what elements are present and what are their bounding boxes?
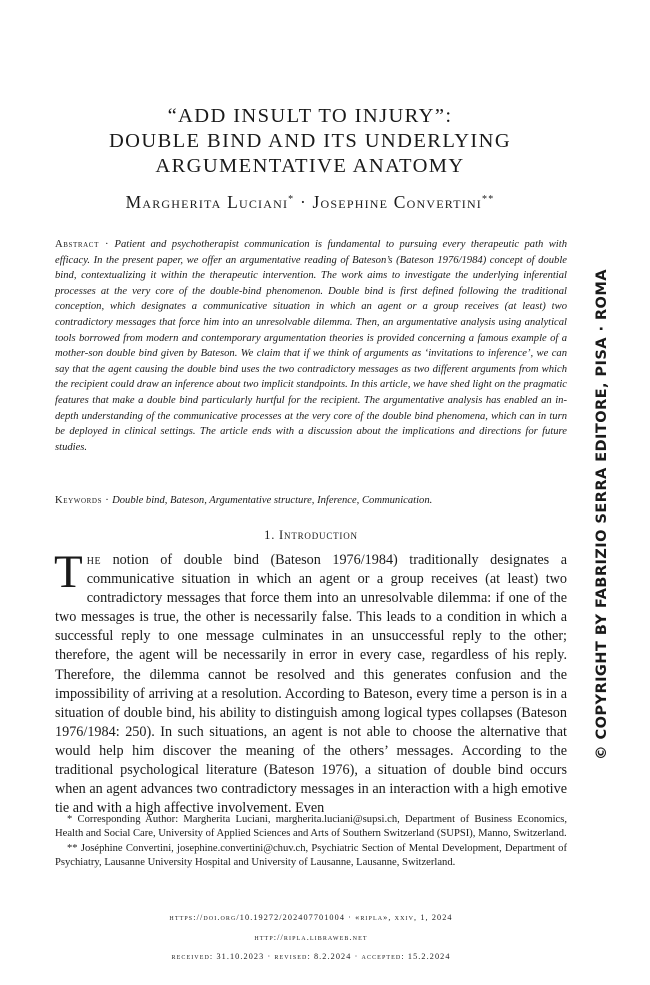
abstract bbox=[55, 237, 567, 455]
title-line-2: DOUBLE BIND AND ITS UNDERLYING bbox=[108, 130, 512, 152]
author-name: Margherita Luciani bbox=[125, 192, 289, 212]
author-separator: · bbox=[299, 192, 307, 212]
footnote-mark: * bbox=[288, 194, 295, 205]
keywords bbox=[55, 493, 567, 508]
doi-line: https://doi.org/10.19272/202407701004 · «ripla», xxiv, 1, 2024 bbox=[169, 913, 453, 922]
paragraph-text: notion of double bind (Bateson 1976/1984) traditionally designates a communicative situation in which an agent or a group receives (at least) two contradictory messages that force them into an unresolvable dilemma: if one of the two messages is true, the other is necessarily false. This leads to a condition in which a successful reply to one message culminates in an unsuccessful reply to the other; therefore, the agent will be necessarily in error in every case, regardless of his reply. Therefore, the dilemma cannot be resolved and this generates confusion and the impossibility of arriving at a resolution. According to Bateson, every time a person is in a situation of double bind, his ability to distinguish among logical types collapses (Bateson 1976/1984: 250). In such situations, an agent is not able to choose the alternative that would help him discover the meaning of the others’ messages. According to the traditional psychological literature (Bateson 1976), a situation of double bind occurs when an agent advances two contradictory messages in an interaction with a high emotive tie and with a high affective involvement. Even bbox=[55, 552, 567, 817]
author-name: Josephine Convertini bbox=[312, 192, 483, 212]
footnote-1: * Corresponding Author: Margherita Luciani, margherita.luciani@supsi.ch, Department of Business Economics, Health and Social Care, University of Applied Sciences and Arts of Southern Switzerland (SUPSI), Manno, Switzerland. bbox=[55, 814, 567, 840]
body-paragraph bbox=[54, 546, 567, 818]
drop-cap: T bbox=[54, 546, 83, 598]
keywords-label: Keywords · bbox=[55, 495, 110, 506]
footnote-mark: ** bbox=[482, 194, 495, 205]
copyright-watermark: © COPYRIGHT BY FABRIZIO SERRA EDITORE, PISA · ROMA bbox=[593, 269, 610, 760]
section-heading: 1. Introduction bbox=[264, 528, 358, 542]
lead-in: he bbox=[86, 552, 102, 568]
abstract-text: Patient and psychotherapist communication is fundamental to pursuing every therapeutic path with efficacy. In the present paper, we offer an argumentative reading of Bateson’s (Bateson 1976/1984) concept of double bind, contextualizing it within the therapeutic intervention. The work aims to investigate the underlying inferential processes at the very core of the double-bind phenomenon. Double bind is first defined following the traditional conception, which designates a communicative situation in which an agent or a group receives (at least) two contradictory messages that force him into an unresolvable dilemma. Then, an argumentative analysis using analytical tools borrowed from modern and contemporary argumentation theories is provided concerning a famous example of a mother-son double bind given by Bateson. We claim that if we think of arguments as ‘invitations to inference’, we can say that the agent causing the double bind uses the two contradictory messages as two different arguments from which the recipient could draw an inference about two implicit standpoints. In this article, we have shed light on the pragmatic features that make a double bind particularly hurtful for the recipient. The argumentative analysis has enabled an in-depth understanding of the communicative processes at the very core of the double bind phenomena, which can in turn be deployed in clinical settings. The article ends with a discussion about the implications and directions for future studies. bbox=[55, 239, 567, 453]
title-line-3: ARGUMENTATIVE ANATOMY bbox=[155, 155, 465, 177]
keywords-text: Double bind, Bateson, Argumentative structure, Inference, Communication. bbox=[112, 495, 433, 506]
footnotes bbox=[55, 813, 567, 871]
paper-title bbox=[80, 104, 540, 179]
journal-url: http://ripla.libraweb.net bbox=[254, 933, 368, 942]
footnote-2: ** Joséphine Convertini, josephine.convertini@chuv.ch, Psychiatric Section of Mental Development, Department of Psychiatry, Lausanne University Hospital and University of Lausanne, Lausanne, Switzerland. bbox=[55, 842, 567, 869]
title-line-1: “ADD INSULT TO INJURY”: bbox=[167, 105, 453, 127]
author-line bbox=[40, 192, 580, 213]
abstract-label: Abstract · bbox=[55, 239, 110, 250]
dates-line: received: 31.10.2023 · revised: 8.2.2024 · accepted: 15.2.2024 bbox=[171, 952, 451, 961]
